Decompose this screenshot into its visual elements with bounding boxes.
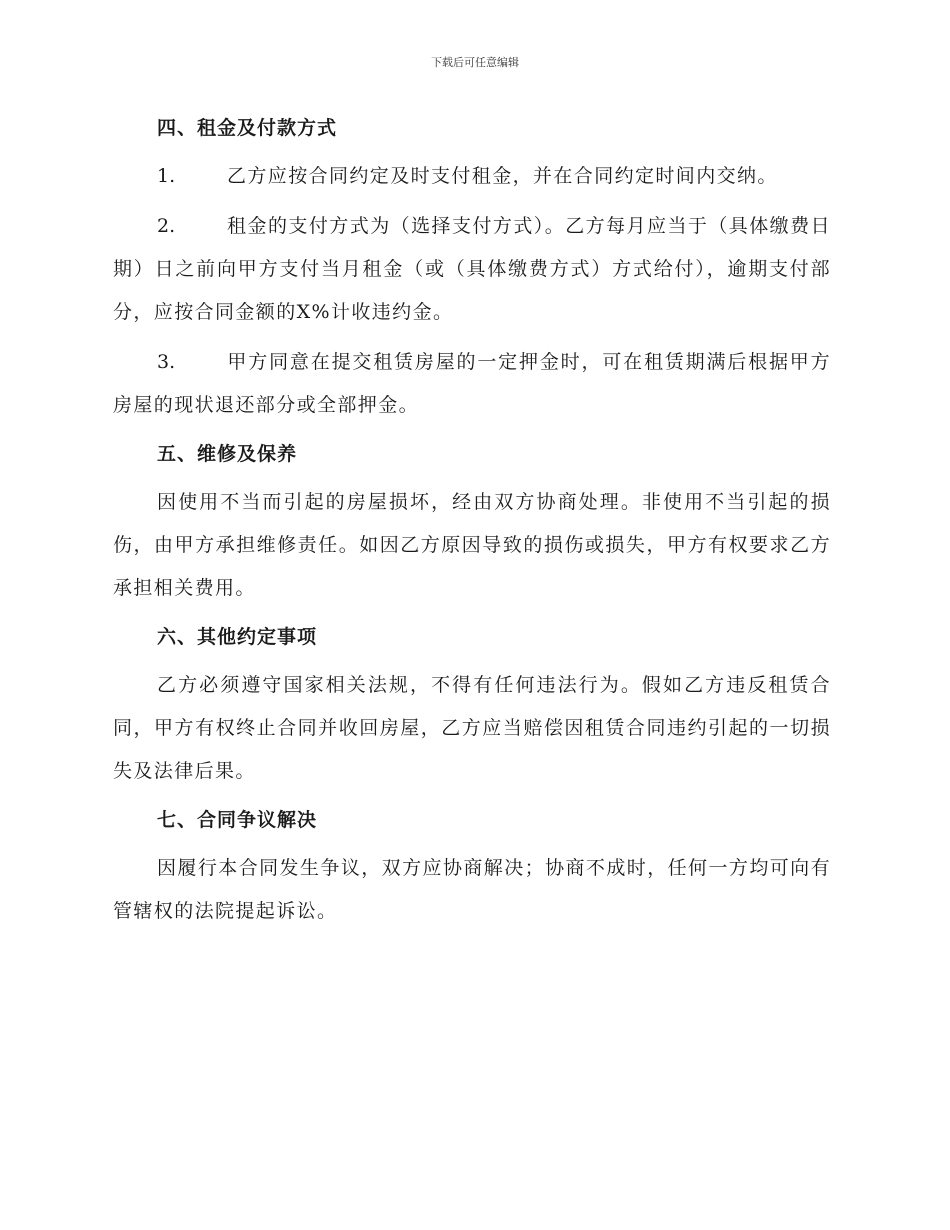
clause-number: 1. (157, 165, 176, 187)
section-paragraph-maintenance: 因使用不当而引起的房屋损坏，经由双方协商处理。非使用不当引起的损伤，由甲方承担维修责任。如因乙方原因导致的损伤或损失，甲方有权要求乙方承担相关费用。 (113, 491, 831, 599)
clause-text: 租金的支付方式为（选择支付方式）。乙方每月应当于（具体缴费日期）日之前向甲方支付当月租金（或（具体缴费方式）方式给付），逾期支付部分，应按合同金额的X%计收违约金。 (113, 215, 831, 323)
section-paragraph-dispute-resolution: 因履行本合同发生争议，双方应协商解决；协商不成时，任何一方均可向有管辖权的法院提起诉讼。 (113, 857, 831, 922)
clause-item-1 (113, 155, 831, 198)
clause-text: 乙方应按合同约定及时支付租金，并在合同约定时间内交纳。 (227, 165, 778, 187)
clause-item-3 (113, 341, 831, 427)
clause-text: 甲方同意在提交租赁房屋的一定押金时，可在租赁期满后根据甲方房屋的现状退还部分或全部押金。 (113, 351, 831, 416)
section-paragraph-other-terms: 乙方必须遵守国家相关法规，不得有任何违法行为。假如乙方违反租赁合同，甲方有权终止合同并收回房屋，乙方应当赔偿因租赁合同违约引起的一切损失及法律后果。 (113, 674, 831, 782)
section-heading-maintenance: 五、维修及保养 (157, 443, 298, 465)
section-heading-dispute-resolution: 七、合同争议解决 (157, 809, 318, 831)
document-body (113, 108, 831, 940)
section-heading-rent-payment: 四、租金及付款方式 (157, 117, 338, 139)
clause-item-2 (113, 205, 831, 334)
header-note: 下载后可任意编辑 (431, 56, 519, 69)
section-heading-other-terms: 六、其他约定事项 (157, 626, 318, 648)
clause-number: 2. (157, 215, 176, 237)
clause-number: 3. (157, 351, 176, 373)
